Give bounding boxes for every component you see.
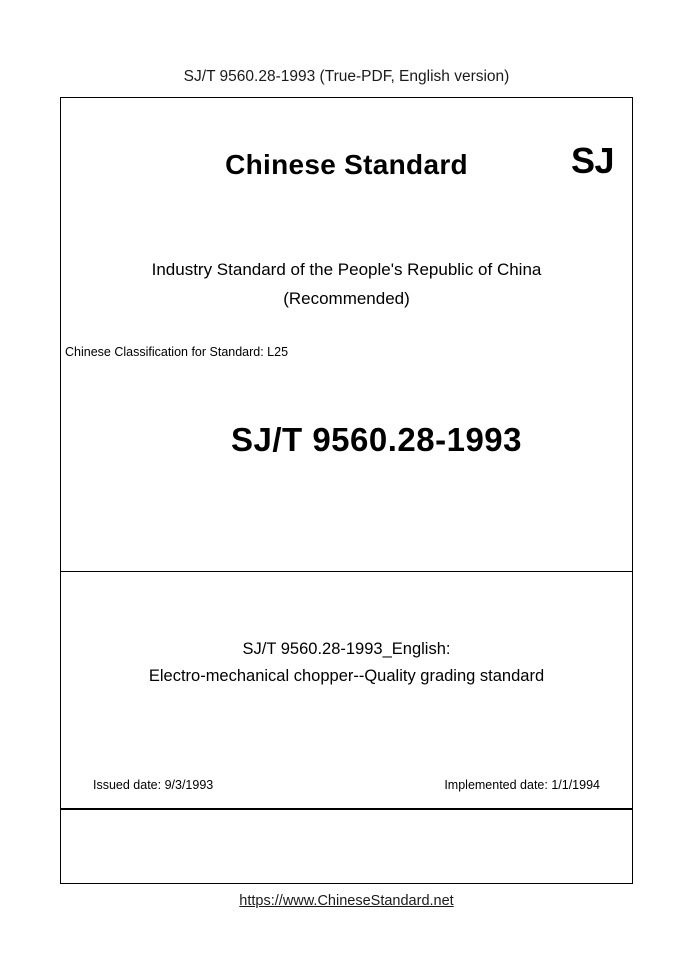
- standard-cover-box: [60, 97, 633, 884]
- standard-number: SJ/T 9560.28-1993: [230, 421, 523, 458]
- sj-logo: SJ: [570, 140, 614, 181]
- source-website-link-text: https://www.ChineseStandard.net: [239, 893, 454, 909]
- issued-date: Issued date: 9/3/1993: [93, 778, 214, 792]
- page-header-caption: SJ/T 9560.28-1993 (True-PDF, English version): [183, 68, 510, 85]
- english-title-line1: SJ/T 9560.28-1993_English:: [242, 640, 451, 658]
- english-title-line2: Electro-mechanical chopper--Quality grading standard: [148, 667, 545, 685]
- cover-upper-section: [61, 98, 632, 572]
- source-website-link[interactable]: [0, 893, 693, 909]
- date-row: [61, 778, 632, 792]
- english-title: [61, 636, 632, 690]
- implemented-date: Implemented date: 1/1/1994: [444, 778, 600, 792]
- cover-subtitle: [61, 255, 632, 313]
- classification-label: Chinese Classification for Standard: L25: [65, 345, 289, 359]
- cover-lower-section: [61, 572, 632, 809]
- page-title: Chinese Standard: [225, 149, 468, 180]
- cover-subtitle-line2: (Recommended): [283, 289, 410, 308]
- cover-footer-band: [61, 809, 632, 855]
- cover-subtitle-line1: Industry Standard of the People's Republic of China: [151, 260, 542, 279]
